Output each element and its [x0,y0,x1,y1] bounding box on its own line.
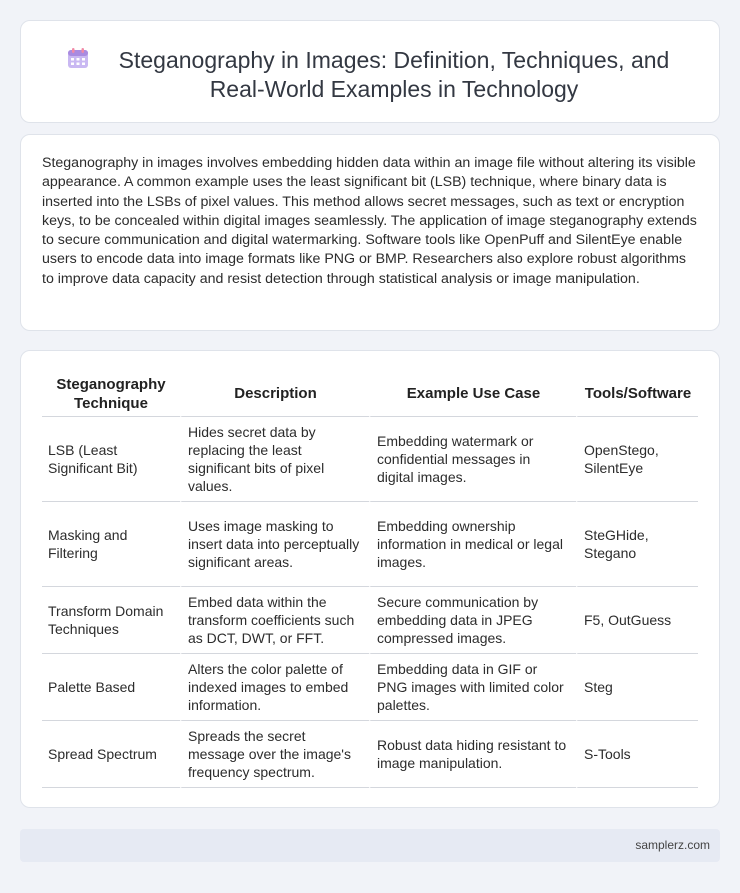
footer-bar [20,829,720,862]
technique-cell: Palette Based [42,654,180,721]
column-header-description: Description [180,371,369,417]
table-row [42,654,698,721]
table-row [42,502,698,587]
use-case-cell: Secure communication by embedding data in JPEG compressed images. [369,587,576,654]
table-row [42,587,698,654]
title-card [20,20,720,123]
tools-cell: S-Tools [576,721,698,788]
use-case-cell: Embedding ownership information in medical or legal images. [369,502,576,587]
page-title: Steganography in Images: Definition, Techniques, and Real-World Examples in Technology [118,47,670,102]
footer-site-link[interactable]: samplerz.com [635,838,710,852]
use-case-cell: Robust data hiding resistant to image manipulation. [369,721,576,788]
intro-paragraph: Steganography in images involves embedding hidden data within an image file without altering its visible appearance. A common example uses the least significant bit (LSB) technique, where binary data is inserted into the LSBs of pixel values. This method allows secret messages, such as text or encryption keys, to be concealed within digital images seamlessly. The application of image steganography extends to secure communication and digital watermarking. Software tools like OpenPuff and SilentEye enable users to encode data into image formats like PNG or BMP. Researchers also explore robust algorithms to improve data capacity and resist detection through statistical analysis or image manipulation. [42,155,697,287]
tools-cell: F5, OutGuess [576,587,698,654]
column-header-technique: Steganography Technique [42,371,180,417]
table-card [20,350,720,808]
technique-cell: Spread Spectrum [42,721,180,788]
description-cell: Embed data within the transform coefficients such as DCT, DWT, or FFT. [180,587,369,654]
technique-cell: LSB (Least Significant Bit) [42,417,180,502]
column-header-tools: Tools/Software [576,371,698,417]
intro-card [20,134,720,331]
description-cell: Uses image masking to insert data into perceptually significant areas. [180,502,369,587]
table-row [42,721,698,788]
tools-cell: Steg [576,654,698,721]
use-case-cell: Embedding watermark or confidential messages in digital images. [369,417,576,502]
description-cell: Hides secret data by replacing the least significant bits of pixel values. [180,417,369,502]
table-row [42,417,698,502]
table-header-row [42,371,698,417]
technique-cell: Masking and Filtering [42,502,180,587]
tools-cell: OpenStego, SilentEye [576,417,698,502]
column-header-use-case: Example Use Case [369,371,576,417]
description-cell: Spreads the secret message over the image's frequency spectrum. [180,721,369,788]
description-cell: Alters the color palette of indexed images to embed information. [180,654,369,721]
technique-cell: Transform Domain Techniques [42,587,180,654]
techniques-table [42,371,698,788]
use-case-cell: Embedding data in GIF or PNG images with limited color palettes. [369,654,576,721]
tools-cell: SteGHide, Stegano [576,502,698,587]
